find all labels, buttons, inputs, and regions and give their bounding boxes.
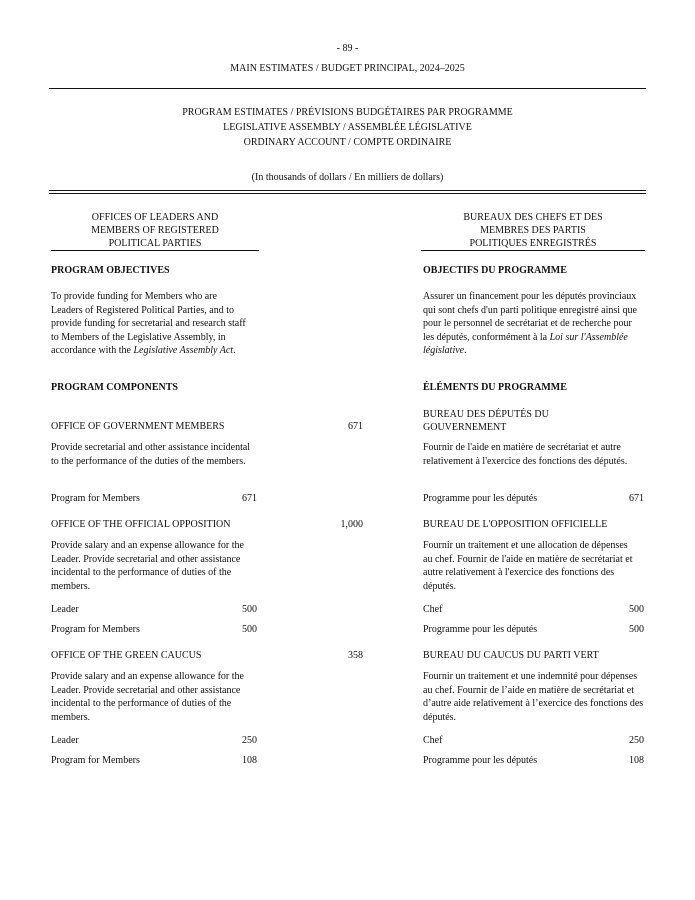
fr-green-item-label: Chef: [423, 735, 443, 746]
fr-column-title-line: POLITIQUES ENREGISTRÉS: [469, 238, 597, 249]
en-gov-title: OFFICE OF GOVERNMENT MEMBERS: [51, 421, 225, 432]
header-rule: [49, 88, 646, 89]
fr-gov-title-line: BUREAU DES DÉPUTÉS DU: [423, 409, 549, 420]
title-line-3: ORDINARY ACCOUNT / COMPTE ORDINAIRE: [243, 137, 452, 148]
double-rule-bottom: [49, 193, 646, 194]
units-note: (In thousands of dollars / En milliers de dollars): [251, 172, 444, 183]
en-green-desc: Provide salary and an expense allowance for the Leader. Provide secretarial and other assistance incidental to the performance of duties of the members.: [51, 671, 244, 723]
gov-total: 671: [348, 421, 363, 432]
fr-opp-desc: Fournir un traitement et une allocation de dépenses au chef. Fournir de l'aide en matière de secrétariat et autre relativement à l'exercice des fonctions des députés.: [423, 540, 633, 592]
running-header: MAIN ESTIMATES / BUDGET PRINCIPAL, 2024–2025: [230, 63, 465, 74]
en-column-title-line: MEMBERS OF REGISTERED: [91, 225, 219, 236]
fr-opp-item-label: Programme pour les députés: [423, 624, 538, 635]
en-opp-item-label: Leader: [51, 604, 79, 615]
fr-objectives-heading: OBJECTIFS DU PROGRAMME: [423, 265, 567, 276]
fr-opp-item-label: Chef: [423, 604, 443, 615]
en-act-name: Legislative Assembly Act: [133, 345, 234, 356]
green-total: 358: [348, 650, 363, 661]
en-opp-item-value: 500: [242, 624, 257, 635]
fr-green-title: BUREAU DU CAUCUS DU PARTI VERT: [423, 650, 599, 661]
en-objectives-heading: PROGRAM OBJECTIVES: [51, 265, 170, 276]
fr-opp-item-value: 500: [629, 624, 644, 635]
fr-objectives-text: Assurer un financement pour les députés provinciaux qui sont chefs d'un parti politique enregistré ainsi que pour le personnel de secrétariat et de recherche pour les députés, conformément à la Loi sur l'Assemblée législative.: [423, 291, 637, 356]
fr-gov-desc: Fournir de l'aide en matière de secrétariat et autre relativement à l'exercice des fonctions des députés.: [423, 442, 628, 467]
fr-green-item-value: 108: [629, 755, 644, 766]
fr-gov-title: [423, 408, 549, 434]
en-objectives-text: To provide funding for Members who are Leaders of Registered Political Parties, and to provide funding for secretarial and research staff to Members of the Legislative Assembly, in accordance with the Legislative Assembly Act.: [51, 291, 246, 356]
en-column-title: [51, 211, 259, 250]
en-green-item-label: Leader: [51, 735, 79, 746]
double-rule-top: [49, 190, 646, 191]
en-green-item-value: 250: [242, 735, 257, 746]
en-column-title-line: OFFICES OF LEADERS AND: [91, 212, 219, 223]
title-line-2: LEGISLATIVE ASSEMBLY / ASSEMBLÉE LÉGISLATIVE: [223, 122, 472, 133]
page-number: - 89 -: [336, 43, 359, 54]
en-green-item-value: 108: [242, 755, 257, 766]
fr-opp-title: BUREAU DE L'OPPOSITION OFFICIELLE: [423, 519, 608, 530]
en-opp-item-label: Program for Members: [51, 624, 140, 635]
en-gov-item-label: Program for Members: [51, 493, 140, 504]
fr-gov-item-label: Programme pour les députés: [423, 493, 538, 504]
opp-total: 1,000: [340, 519, 363, 530]
fr-components-heading: ÉLÉMENTS DU PROGRAMME: [423, 382, 567, 393]
title-line-1: PROGRAM ESTIMATES / PRÉVISIONS BUDGÉTAIRES PAR PROGRAMME: [182, 107, 513, 118]
fr-green-desc: Fournir un traitement et une indemnité pour dépenses au chef. Fournir de l’aide en matière de secrétariat et d’autre aide relativement à l’exercice des fonctions des députés.: [423, 671, 644, 723]
en-green-item-label: Program for Members: [51, 755, 140, 766]
en-opp-title: OFFICE OF THE OFFICIAL OPPOSITION: [51, 519, 231, 530]
en-gov-item-value: 671: [242, 493, 257, 504]
en-column-title-line: POLITICAL PARTIES: [108, 238, 202, 249]
fr-column-title-line: MEMBRES DES PARTIS: [480, 225, 586, 236]
en-components-heading: PROGRAM COMPONENTS: [51, 382, 178, 393]
fr-green-item-value: 250: [629, 735, 644, 746]
fr-column-title: [421, 211, 645, 250]
en-opp-desc: Provide salary and an expense allowance for the Leader. Provide secretarial and other assistance incidental to the performance of duties of the members.: [51, 540, 244, 592]
fr-green-item-label: Programme pour les députés: [423, 755, 538, 766]
fr-gov-title-line: GOUVERNEMENT: [423, 422, 507, 433]
en-green-title: OFFICE OF THE GREEN CAUCUS: [51, 650, 202, 661]
fr-act-name: Loi sur l'Assemblée législative: [423, 331, 628, 356]
en-gov-desc: Provide secretarial and other assistance incidental to the performance of the duties of the members.: [51, 442, 251, 467]
en-column-title-underline: [51, 250, 259, 251]
fr-column-title-line: BUREAUX DES CHEFS ET DES: [463, 212, 603, 223]
fr-column-title-underline: [421, 250, 645, 251]
en-opp-item-value: 500: [242, 604, 257, 615]
fr-gov-item-value: 671: [629, 493, 644, 504]
fr-opp-item-value: 500: [629, 604, 644, 615]
